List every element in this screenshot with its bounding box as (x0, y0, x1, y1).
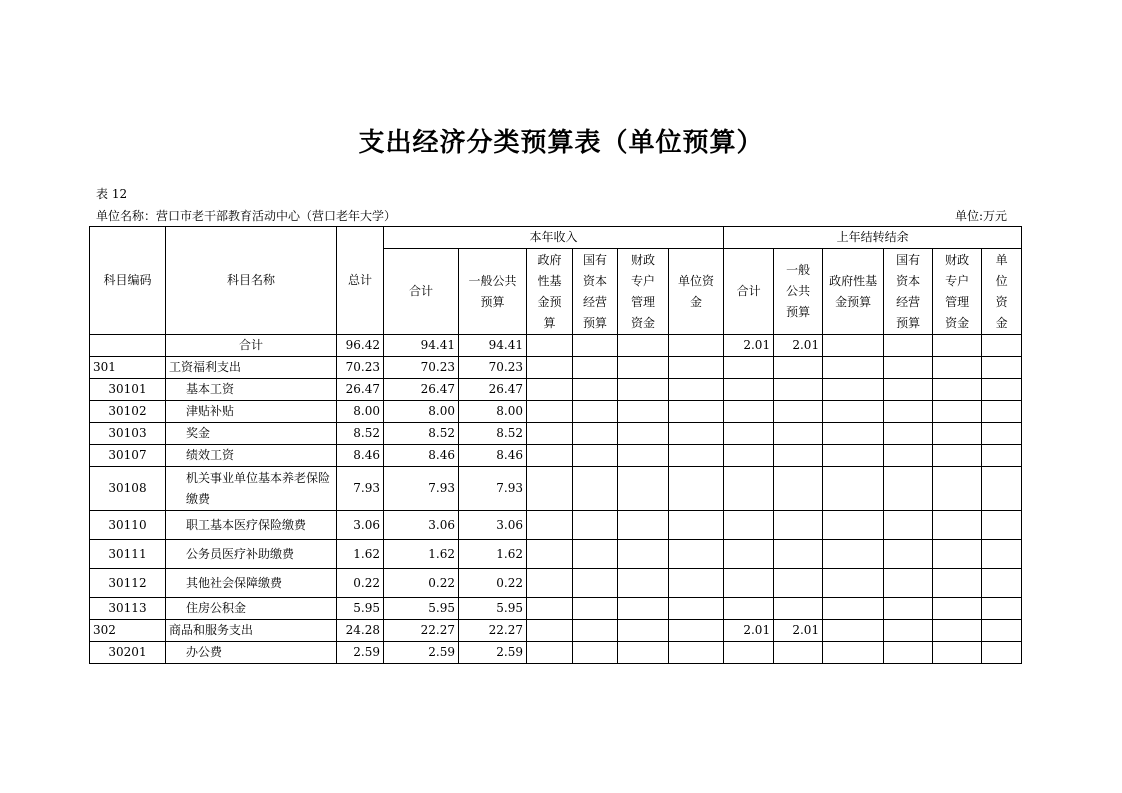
cell-py-fund (823, 379, 884, 401)
cell-total: 8.46 (337, 445, 384, 467)
header-name: 科目名称 (166, 227, 337, 335)
cell-cy-state-capital (573, 423, 618, 445)
cell-cy-state-capital (573, 620, 618, 642)
cell-cy-state-capital (573, 445, 618, 467)
cell-cy-fund (527, 423, 573, 445)
cell-cy-special (618, 467, 669, 511)
cell-cy-general: 8.00 (459, 401, 527, 423)
cell-cy-general: 1.62 (459, 540, 527, 569)
cell-py-special (933, 445, 982, 467)
cell-cy-state-capital (573, 401, 618, 423)
cell-cy-state-capital (573, 357, 618, 379)
header-py-fund: 政府性基金预算 (823, 249, 884, 335)
cell-py-state-capital (884, 569, 933, 598)
cell-py-fund (823, 357, 884, 379)
cell-cy-unit (669, 335, 724, 357)
cell-py-special (933, 423, 982, 445)
header-py-sum: 合计 (724, 249, 774, 335)
cell-py-unit (982, 598, 1022, 620)
cell-total: 24.28 (337, 620, 384, 642)
cell-py-general (774, 357, 823, 379)
cell-py-state-capital (884, 335, 933, 357)
cell-py-state-capital (884, 642, 933, 664)
table-row (90, 335, 1022, 357)
cell-py-unit (982, 335, 1022, 357)
cell-name: 合计 (166, 335, 337, 357)
cell-py-state-capital (884, 620, 933, 642)
cell-cy-fund (527, 569, 573, 598)
cell-py-unit (982, 423, 1022, 445)
cell-py-state-capital (884, 540, 933, 569)
table-row (90, 540, 1022, 569)
cell-py-special (933, 379, 982, 401)
cell-py-sum (724, 598, 774, 620)
cell-py-general: 2.01 (774, 620, 823, 642)
cell-py-unit (982, 357, 1022, 379)
table-row (90, 511, 1022, 540)
cell-cy-sum: 8.52 (384, 423, 459, 445)
cell-cy-sum: 2.59 (384, 642, 459, 664)
cell-cy-special (618, 335, 669, 357)
cell-cy-sum: 7.93 (384, 467, 459, 511)
cell-py-special (933, 357, 982, 379)
cell-py-special (933, 467, 982, 511)
cell-name: 其他社会保障缴费 (166, 569, 337, 598)
cell-py-general (774, 511, 823, 540)
cell-cy-unit (669, 401, 724, 423)
cell-cy-unit (669, 379, 724, 401)
cell-cy-special (618, 401, 669, 423)
cell-cy-special (618, 357, 669, 379)
cell-cy-special (618, 620, 669, 642)
cell-cy-sum: 3.06 (384, 511, 459, 540)
cell-py-special (933, 540, 982, 569)
cell-total: 96.42 (337, 335, 384, 357)
cell-cy-fund (527, 620, 573, 642)
cell-total: 8.00 (337, 401, 384, 423)
cell-cy-special (618, 423, 669, 445)
header-current-year: 本年收入 (384, 227, 724, 249)
table-row (90, 401, 1022, 423)
cell-name: 公务员医疗补助缴费 (166, 540, 337, 569)
header-cy-fund: 政府性基金预算 (527, 249, 573, 335)
cell-cy-general: 26.47 (459, 379, 527, 401)
cell-total: 2.59 (337, 642, 384, 664)
cell-code: 30103 (90, 423, 166, 445)
cell-cy-fund (527, 511, 573, 540)
cell-cy-fund (527, 357, 573, 379)
cell-cy-general: 0.22 (459, 569, 527, 598)
cell-py-general (774, 569, 823, 598)
cell-py-general (774, 467, 823, 511)
table-row (90, 642, 1022, 664)
cell-py-state-capital (884, 357, 933, 379)
cell-name: 奖金 (166, 423, 337, 445)
cell-total: 5.95 (337, 598, 384, 620)
cell-py-general (774, 642, 823, 664)
cell-total: 1.62 (337, 540, 384, 569)
cell-cy-unit (669, 642, 724, 664)
header-py-state-capital: 国有资本经营预算 (884, 249, 933, 335)
cell-cy-fund (527, 335, 573, 357)
cell-py-state-capital (884, 423, 933, 445)
cell-total: 70.23 (337, 357, 384, 379)
cell-total: 26.47 (337, 379, 384, 401)
cell-cy-state-capital (573, 642, 618, 664)
cell-py-sum (724, 467, 774, 511)
cell-py-sum (724, 511, 774, 540)
table-row (90, 620, 1022, 642)
cell-cy-unit (669, 423, 724, 445)
cell-py-fund (823, 401, 884, 423)
cell-cy-fund (527, 445, 573, 467)
cell-cy-general: 5.95 (459, 598, 527, 620)
cell-cy-state-capital (573, 598, 618, 620)
table-body (90, 335, 1022, 664)
cell-cy-fund (527, 598, 573, 620)
cell-py-fund (823, 511, 884, 540)
cell-py-general (774, 379, 823, 401)
table-number: 表 12 (96, 187, 128, 201)
cell-cy-sum: 0.22 (384, 569, 459, 598)
cell-cy-sum: 8.00 (384, 401, 459, 423)
cell-py-special (933, 620, 982, 642)
cell-cy-sum: 1.62 (384, 540, 459, 569)
cell-py-fund (823, 540, 884, 569)
cell-py-fund (823, 620, 884, 642)
cell-total: 8.52 (337, 423, 384, 445)
cell-py-state-capital (884, 445, 933, 467)
cell-cy-special (618, 511, 669, 540)
table-row (90, 423, 1022, 445)
cell-name: 商品和服务支出 (166, 620, 337, 642)
cell-cy-unit (669, 467, 724, 511)
header-cy-unit: 单位资金 (669, 249, 724, 335)
cell-cy-state-capital (573, 569, 618, 598)
cell-code: 30111 (90, 540, 166, 569)
cell-py-special (933, 598, 982, 620)
cell-code: 30113 (90, 598, 166, 620)
cell-cy-general: 22.27 (459, 620, 527, 642)
header-code: 科目编码 (90, 227, 166, 335)
cell-cy-special (618, 379, 669, 401)
cell-py-fund (823, 335, 884, 357)
cell-py-special (933, 511, 982, 540)
cell-cy-general: 8.46 (459, 445, 527, 467)
table-row (90, 357, 1022, 379)
header-py-general: 一般公共预算 (774, 249, 823, 335)
cell-cy-fund (527, 401, 573, 423)
cell-py-sum: 2.01 (724, 335, 774, 357)
cell-py-special (933, 401, 982, 423)
cell-name: 办公费 (166, 642, 337, 664)
header-cy-state-capital: 国有资本经营预算 (573, 249, 618, 335)
cell-py-sum (724, 379, 774, 401)
cell-cy-unit (669, 598, 724, 620)
cell-name: 绩效工资 (166, 445, 337, 467)
cell-cy-state-capital (573, 467, 618, 511)
cell-cy-fund (527, 642, 573, 664)
cell-cy-special (618, 598, 669, 620)
cell-cy-sum: 94.41 (384, 335, 459, 357)
header-cy-special: 财政专户管理资金 (618, 249, 669, 335)
cell-py-unit (982, 620, 1022, 642)
cell-code: 302 (90, 620, 166, 642)
cell-cy-unit (669, 357, 724, 379)
header-py-unit: 单位资金 (982, 249, 1022, 335)
cell-py-sum (724, 540, 774, 569)
unit-measure: 单位:万元 (955, 209, 1008, 223)
cell-py-fund (823, 642, 884, 664)
header-cy-sum: 合计 (384, 249, 459, 335)
cell-name: 基本工资 (166, 379, 337, 401)
cell-py-state-capital (884, 401, 933, 423)
cell-py-sum: 2.01 (724, 620, 774, 642)
cell-py-special (933, 569, 982, 598)
cell-cy-special (618, 540, 669, 569)
cell-cy-sum: 8.46 (384, 445, 459, 467)
cell-py-general (774, 401, 823, 423)
cell-code: 30108 (90, 467, 166, 511)
cell-cy-fund (527, 379, 573, 401)
cell-py-general (774, 540, 823, 569)
cell-code: 30101 (90, 379, 166, 401)
header-py-special: 财政专户管理资金 (933, 249, 982, 335)
table-row (90, 569, 1022, 598)
cell-py-sum (724, 642, 774, 664)
cell-py-state-capital (884, 511, 933, 540)
cell-cy-state-capital (573, 379, 618, 401)
cell-py-unit (982, 511, 1022, 540)
cell-cy-special (618, 642, 669, 664)
header-cy-general: 一般公共预算 (459, 249, 527, 335)
cell-py-fund (823, 423, 884, 445)
cell-py-general: 2.01 (774, 335, 823, 357)
cell-py-unit (982, 642, 1022, 664)
cell-py-general (774, 445, 823, 467)
cell-name: 工资福利支出 (166, 357, 337, 379)
cell-cy-unit (669, 445, 724, 467)
cell-cy-state-capital (573, 540, 618, 569)
cell-code (90, 335, 166, 357)
cell-cy-unit (669, 569, 724, 598)
cell-cy-special (618, 445, 669, 467)
cell-name: 津贴补贴 (166, 401, 337, 423)
cell-cy-general: 94.41 (459, 335, 527, 357)
cell-py-fund (823, 598, 884, 620)
cell-cy-sum: 70.23 (384, 357, 459, 379)
cell-py-sum (724, 445, 774, 467)
cell-total: 7.93 (337, 467, 384, 511)
header-total: 总计 (337, 227, 384, 335)
cell-name: 机关事业单位基本养老保险缴费 (166, 467, 337, 511)
cell-py-state-capital (884, 379, 933, 401)
page-title: 支出经济分类预算表（单位预算） (358, 128, 764, 158)
cell-py-unit (982, 379, 1022, 401)
cell-code: 30112 (90, 569, 166, 598)
cell-py-sum (724, 569, 774, 598)
cell-cy-sum: 26.47 (384, 379, 459, 401)
cell-py-general (774, 598, 823, 620)
cell-py-fund (823, 569, 884, 598)
budget-table (89, 226, 1022, 664)
cell-py-sum (724, 423, 774, 445)
cell-py-sum (724, 357, 774, 379)
cell-py-general (774, 423, 823, 445)
cell-cy-special (618, 569, 669, 598)
cell-cy-general: 2.59 (459, 642, 527, 664)
cell-total: 3.06 (337, 511, 384, 540)
cell-cy-state-capital (573, 335, 618, 357)
cell-cy-state-capital (573, 511, 618, 540)
table-row (90, 467, 1022, 511)
cell-py-unit (982, 401, 1022, 423)
cell-code: 30110 (90, 511, 166, 540)
cell-py-sum (724, 401, 774, 423)
cell-py-fund (823, 445, 884, 467)
cell-code: 301 (90, 357, 166, 379)
cell-cy-fund (527, 540, 573, 569)
table-row (90, 445, 1022, 467)
cell-py-unit (982, 445, 1022, 467)
cell-code: 30107 (90, 445, 166, 467)
cell-py-unit (982, 467, 1022, 511)
cell-cy-unit (669, 620, 724, 642)
cell-cy-general: 70.23 (459, 357, 527, 379)
cell-py-special (933, 335, 982, 357)
cell-py-state-capital (884, 598, 933, 620)
cell-cy-general: 8.52 (459, 423, 527, 445)
cell-cy-unit (669, 511, 724, 540)
cell-cy-sum: 5.95 (384, 598, 459, 620)
cell-name: 住房公积金 (166, 598, 337, 620)
cell-cy-general: 3.06 (459, 511, 527, 540)
cell-code: 30201 (90, 642, 166, 664)
cell-cy-unit (669, 540, 724, 569)
cell-py-fund (823, 467, 884, 511)
table-row (90, 598, 1022, 620)
cell-cy-sum: 22.27 (384, 620, 459, 642)
cell-py-unit (982, 569, 1022, 598)
cell-py-special (933, 642, 982, 664)
cell-name: 职工基本医疗保险缴费 (166, 511, 337, 540)
header-prior-year: 上年结转结余 (724, 227, 1022, 249)
cell-cy-fund (527, 467, 573, 511)
cell-py-state-capital (884, 467, 933, 511)
table-row (90, 379, 1022, 401)
cell-code: 30102 (90, 401, 166, 423)
cell-total: 0.22 (337, 569, 384, 598)
unit-name: 单位名称：营口市老干部教育活动中心（营口老年大学） (96, 209, 397, 223)
cell-cy-general: 7.93 (459, 467, 527, 511)
cell-py-unit (982, 540, 1022, 569)
